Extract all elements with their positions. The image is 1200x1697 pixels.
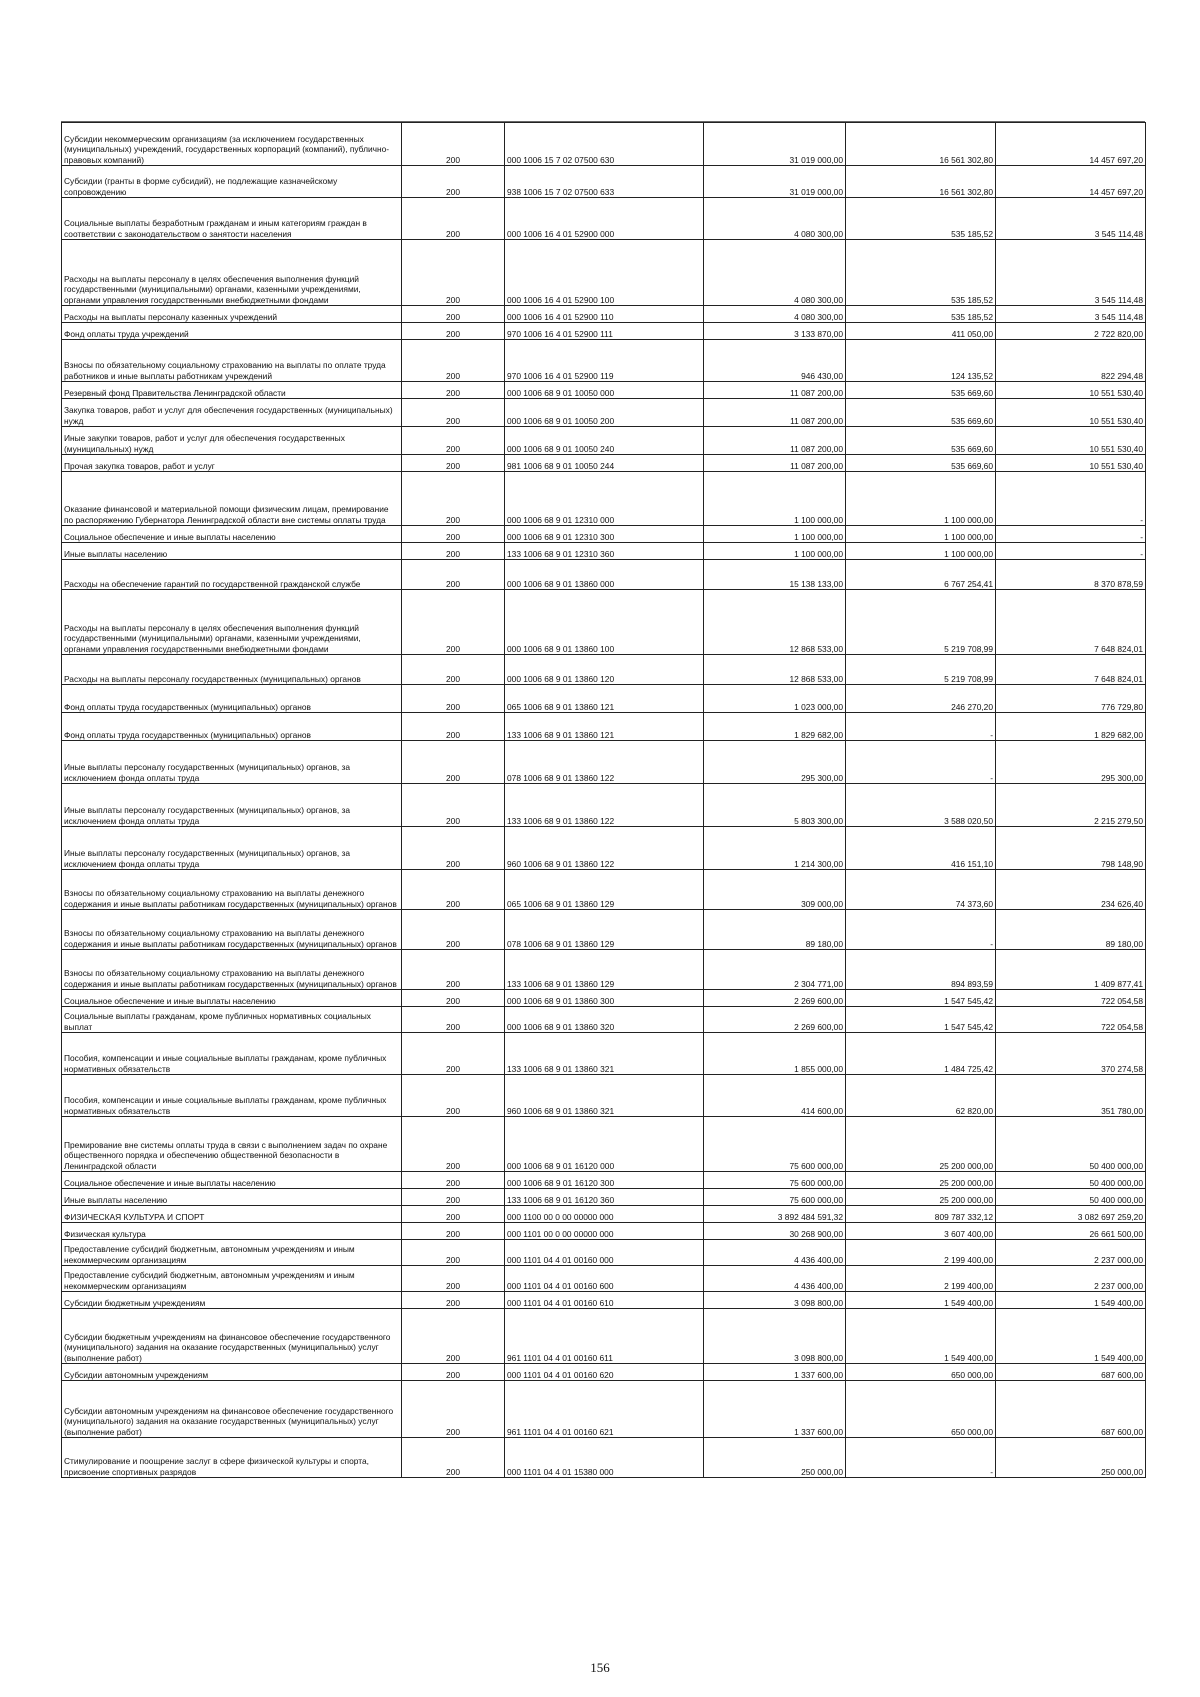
cell-name: Расходы на обеспечение гарантий по государственной гражданской службе bbox=[62, 560, 402, 590]
cell-executed: 535 669,60 bbox=[846, 455, 996, 472]
cell-approved: 2 304 771,00 bbox=[704, 950, 846, 990]
cell-budget-code: 000 1006 68 9 01 12310 000 bbox=[505, 472, 704, 526]
cell-executed: 1 100 000,00 bbox=[846, 543, 996, 560]
cell-budget-code: 000 1006 68 9 01 16120 300 bbox=[505, 1172, 704, 1189]
cell-unexecuted: 14 457 697,20 bbox=[996, 166, 1146, 198]
cell-approved: 89 180,00 bbox=[704, 910, 846, 950]
cell-name: Социальное обеспечение и иные выплаты населению bbox=[62, 1172, 402, 1189]
budget-execution-table bbox=[61, 122, 1146, 1478]
cell-budget-code: 961 1101 04 4 01 00160 611 bbox=[505, 1309, 704, 1364]
cell-budget-code: 938 1006 15 7 02 07500 633 bbox=[505, 166, 704, 198]
cell-executed: 1 547 545,42 bbox=[846, 990, 996, 1007]
cell-executed: 1 549 400,00 bbox=[846, 1309, 996, 1364]
cell-executed: 246 270,20 bbox=[846, 685, 996, 713]
cell-budget-code: 000 1101 04 4 01 00160 600 bbox=[505, 1266, 704, 1292]
cell-budget-code: 065 1006 68 9 01 13860 121 bbox=[505, 685, 704, 713]
cell-line-code: 200 bbox=[402, 827, 505, 870]
cell-unexecuted: 1 409 877,41 bbox=[996, 950, 1146, 990]
cell-line-code: 200 bbox=[402, 1172, 505, 1189]
cell-executed: - bbox=[846, 741, 996, 784]
table-row bbox=[62, 198, 1146, 240]
cell-budget-code: 000 1006 68 9 01 12310 300 bbox=[505, 526, 704, 543]
cell-unexecuted: 3 082 697 259,20 bbox=[996, 1206, 1146, 1223]
cell-budget-code: 000 1006 68 9 01 13860 120 bbox=[505, 655, 704, 685]
cell-line-code: 200 bbox=[402, 382, 505, 399]
cell-executed: 25 200 000,00 bbox=[846, 1117, 996, 1172]
cell-approved: 11 087 200,00 bbox=[704, 399, 846, 427]
cell-line-code: 200 bbox=[402, 910, 505, 950]
table-row bbox=[62, 1075, 1146, 1117]
cell-line-code: 200 bbox=[402, 1223, 505, 1240]
cell-budget-code: 960 1006 68 9 01 13860 122 bbox=[505, 827, 704, 870]
cell-executed: 1 484 725,42 bbox=[846, 1033, 996, 1075]
cell-approved: 1 100 000,00 bbox=[704, 543, 846, 560]
cell-name: Субсидии некоммерческим организациям (за исключением государственных (муниципальных) учреждений, государственных корпораций (компаний), публично-правовых компаний) bbox=[62, 123, 402, 166]
cell-name: Взносы по обязательному социальному страхованию на выплаты денежного содержания и иные выплаты работникам государственных (муниципальных) органов bbox=[62, 950, 402, 990]
cell-line-code: 200 bbox=[402, 340, 505, 382]
cell-unexecuted: 2 237 000,00 bbox=[996, 1240, 1146, 1266]
cell-name: Взносы по обязательному социальному страхованию на выплаты денежного содержания и иные выплаты работникам государственных (муниципальных) органов bbox=[62, 910, 402, 950]
cell-approved: 4 436 400,00 bbox=[704, 1266, 846, 1292]
cell-executed: 2 199 400,00 bbox=[846, 1240, 996, 1266]
table-row bbox=[62, 1240, 1146, 1266]
cell-budget-code: 000 1101 04 4 01 15380 000 bbox=[505, 1438, 704, 1478]
cell-budget-code: 000 1006 15 7 02 07500 630 bbox=[505, 123, 704, 166]
cell-budget-code: 065 1006 68 9 01 13860 129 bbox=[505, 870, 704, 910]
cell-unexecuted: 7 648 824,01 bbox=[996, 590, 1146, 655]
cell-approved: 75 600 000,00 bbox=[704, 1172, 846, 1189]
table-row bbox=[62, 1033, 1146, 1075]
cell-unexecuted: 295 300,00 bbox=[996, 741, 1146, 784]
cell-unexecuted: 2 722 820,00 bbox=[996, 323, 1146, 340]
cell-executed: 2 199 400,00 bbox=[846, 1266, 996, 1292]
cell-name: Расходы на выплаты персоналу в целях обеспечения выполнения функций государственными (муниципальными) органами, казенными учреждениями, органами управления государственными внебюджетными фондами bbox=[62, 590, 402, 655]
cell-name: Субсидии (гранты в форме субсидий), не подлежащие казначейскому сопровождению bbox=[62, 166, 402, 198]
cell-approved: 2 269 600,00 bbox=[704, 1007, 846, 1033]
cell-line-code: 200 bbox=[402, 1438, 505, 1478]
cell-executed: 535 669,60 bbox=[846, 382, 996, 399]
table-row bbox=[62, 655, 1146, 685]
table-row bbox=[62, 560, 1146, 590]
cell-unexecuted: 798 148,90 bbox=[996, 827, 1146, 870]
cell-name: Социальные выплаты гражданам, кроме публичных нормативных социальных выплат bbox=[62, 1007, 402, 1033]
cell-line-code: 200 bbox=[402, 455, 505, 472]
cell-budget-code: 970 1006 16 4 01 52900 111 bbox=[505, 323, 704, 340]
cell-line-code: 200 bbox=[402, 990, 505, 1007]
cell-unexecuted: 1 549 400,00 bbox=[996, 1309, 1146, 1364]
cell-approved: 75 600 000,00 bbox=[704, 1117, 846, 1172]
cell-unexecuted: 50 400 000,00 bbox=[996, 1172, 1146, 1189]
cell-unexecuted: 351 780,00 bbox=[996, 1075, 1146, 1117]
cell-unexecuted: 10 551 530,40 bbox=[996, 399, 1146, 427]
table-row bbox=[62, 1223, 1146, 1240]
cell-approved: 12 868 533,00 bbox=[704, 590, 846, 655]
cell-line-code: 200 bbox=[402, 655, 505, 685]
cell-name: Пособия, компенсации и иные социальные выплаты гражданам, кроме публичных нормативных обязательств bbox=[62, 1033, 402, 1075]
cell-approved: 1 100 000,00 bbox=[704, 526, 846, 543]
table-row bbox=[62, 166, 1146, 198]
cell-budget-code: 000 1006 68 9 01 13860 000 bbox=[505, 560, 704, 590]
cell-line-code: 200 bbox=[402, 323, 505, 340]
cell-unexecuted: 687 600,00 bbox=[996, 1381, 1146, 1438]
cell-unexecuted: 3 545 114,48 bbox=[996, 198, 1146, 240]
cell-budget-code: 133 1006 68 9 01 13860 122 bbox=[505, 784, 704, 827]
cell-executed: 16 561 302,80 bbox=[846, 166, 996, 198]
cell-unexecuted: 722 054,58 bbox=[996, 1007, 1146, 1033]
cell-line-code: 200 bbox=[402, 784, 505, 827]
cell-unexecuted: 776 729,80 bbox=[996, 685, 1146, 713]
cell-name: Взносы по обязательному социальному страхованию на выплаты денежного содержания и иные выплаты работникам государственных (муниципальных) органов bbox=[62, 870, 402, 910]
cell-line-code: 200 bbox=[402, 1189, 505, 1206]
cell-budget-code: 000 1006 16 4 01 52900 000 bbox=[505, 198, 704, 240]
table-row bbox=[62, 1266, 1146, 1292]
cell-executed: 124 135,52 bbox=[846, 340, 996, 382]
cell-approved: 15 138 133,00 bbox=[704, 560, 846, 590]
table-row bbox=[62, 1309, 1146, 1364]
table-row bbox=[62, 306, 1146, 323]
cell-executed: 809 787 332,12 bbox=[846, 1206, 996, 1223]
table-body bbox=[62, 123, 1146, 1478]
cell-approved: 1 100 000,00 bbox=[704, 472, 846, 526]
cell-unexecuted: 822 294,48 bbox=[996, 340, 1146, 382]
cell-approved: 946 430,00 bbox=[704, 340, 846, 382]
cell-unexecuted: 370 274,58 bbox=[996, 1033, 1146, 1075]
cell-budget-code: 000 1101 04 4 01 00160 000 bbox=[505, 1240, 704, 1266]
table-row bbox=[62, 399, 1146, 427]
cell-name: Предоставление субсидий бюджетным, автономным учреждениям и иным некоммерческим организациям bbox=[62, 1266, 402, 1292]
cell-budget-code: 000 1006 68 9 01 10050 240 bbox=[505, 427, 704, 455]
cell-budget-code: 000 1006 68 9 01 16120 000 bbox=[505, 1117, 704, 1172]
cell-unexecuted: 3 545 114,48 bbox=[996, 240, 1146, 306]
table-row bbox=[62, 1292, 1146, 1309]
cell-executed: 16 561 302,80 bbox=[846, 123, 996, 166]
table-row bbox=[62, 713, 1146, 741]
cell-line-code: 200 bbox=[402, 198, 505, 240]
cell-name: Стимулирование и поощрение заслуг в сфере физической культуры и спорта, присвоение спортивных разрядов bbox=[62, 1438, 402, 1478]
cell-budget-code: 133 1006 68 9 01 13860 321 bbox=[505, 1033, 704, 1075]
cell-line-code: 200 bbox=[402, 166, 505, 198]
cell-budget-code: 981 1006 68 9 01 10050 244 bbox=[505, 455, 704, 472]
cell-approved: 5 803 300,00 bbox=[704, 784, 846, 827]
cell-budget-code: 000 1100 00 0 00 00000 000 bbox=[505, 1206, 704, 1223]
cell-approved: 250 000,00 bbox=[704, 1438, 846, 1478]
cell-executed: 3 588 020,50 bbox=[846, 784, 996, 827]
cell-budget-code: 000 1006 68 9 01 10050 000 bbox=[505, 382, 704, 399]
cell-line-code: 200 bbox=[402, 1364, 505, 1381]
cell-unexecuted: 10 551 530,40 bbox=[996, 382, 1146, 399]
cell-line-code: 200 bbox=[402, 472, 505, 526]
cell-executed: 5 219 708,99 bbox=[846, 655, 996, 685]
cell-line-code: 200 bbox=[402, 713, 505, 741]
cell-name: Социальное обеспечение и иные выплаты населению bbox=[62, 526, 402, 543]
cell-approved: 1 023 000,00 bbox=[704, 685, 846, 713]
cell-approved: 30 268 900,00 bbox=[704, 1223, 846, 1240]
table-row bbox=[62, 784, 1146, 827]
cell-approved: 3 133 870,00 bbox=[704, 323, 846, 340]
cell-approved: 1 214 300,00 bbox=[704, 827, 846, 870]
cell-name: Фонд оплаты труда государственных (муниципальных) органов bbox=[62, 685, 402, 713]
cell-unexecuted: 1 829 682,00 bbox=[996, 713, 1146, 741]
cell-approved: 31 019 000,00 bbox=[704, 123, 846, 166]
cell-line-code: 200 bbox=[402, 1075, 505, 1117]
cell-line-code: 200 bbox=[402, 1007, 505, 1033]
cell-approved: 75 600 000,00 bbox=[704, 1189, 846, 1206]
cell-budget-code: 960 1006 68 9 01 13860 321 bbox=[505, 1075, 704, 1117]
cell-unexecuted: 1 549 400,00 bbox=[996, 1292, 1146, 1309]
cell-approved: 4 080 300,00 bbox=[704, 240, 846, 306]
cell-budget-code: 000 1006 68 9 01 13860 320 bbox=[505, 1007, 704, 1033]
cell-line-code: 200 bbox=[402, 427, 505, 455]
cell-unexecuted: 10 551 530,40 bbox=[996, 427, 1146, 455]
table-row bbox=[62, 472, 1146, 526]
cell-approved: 4 080 300,00 bbox=[704, 198, 846, 240]
cell-unexecuted: 3 545 114,48 bbox=[996, 306, 1146, 323]
cell-line-code: 200 bbox=[402, 1381, 505, 1438]
cell-approved: 11 087 200,00 bbox=[704, 427, 846, 455]
cell-approved: 31 019 000,00 bbox=[704, 166, 846, 198]
cell-executed: - bbox=[846, 910, 996, 950]
cell-line-code: 200 bbox=[402, 1292, 505, 1309]
table-row bbox=[62, 1007, 1146, 1033]
cell-budget-code: 133 1006 68 9 01 13860 129 bbox=[505, 950, 704, 990]
cell-name: Пособия, компенсации и иные социальные выплаты гражданам, кроме публичных нормативных обязательств bbox=[62, 1075, 402, 1117]
cell-unexecuted: 14 457 697,20 bbox=[996, 123, 1146, 166]
table-row bbox=[62, 910, 1146, 950]
cell-executed: 6 767 254,41 bbox=[846, 560, 996, 590]
cell-unexecuted: 89 180,00 bbox=[996, 910, 1146, 950]
cell-unexecuted: 234 626,40 bbox=[996, 870, 1146, 910]
cell-budget-code: 000 1101 04 4 01 00160 610 bbox=[505, 1292, 704, 1309]
cell-name: Иные выплаты персоналу государственных (муниципальных) органов, за исключением фонда оплаты труда bbox=[62, 784, 402, 827]
table-row bbox=[62, 870, 1146, 910]
cell-approved: 295 300,00 bbox=[704, 741, 846, 784]
table-row bbox=[62, 685, 1146, 713]
cell-name: Резервный фонд Правительства Ленинградской области bbox=[62, 382, 402, 399]
table-row bbox=[62, 427, 1146, 455]
cell-name: Субсидии автономным учреждениям bbox=[62, 1364, 402, 1381]
cell-executed: 535 185,52 bbox=[846, 240, 996, 306]
table-row bbox=[62, 741, 1146, 784]
cell-approved: 11 087 200,00 bbox=[704, 382, 846, 399]
table-row bbox=[62, 1172, 1146, 1189]
table-row bbox=[62, 1117, 1146, 1172]
cell-name: Социальные выплаты безработным гражданам и иным категориям граждан в соответствии с законодательством о занятости населения bbox=[62, 198, 402, 240]
cell-line-code: 200 bbox=[402, 1117, 505, 1172]
table-row bbox=[62, 340, 1146, 382]
cell-unexecuted: 8 370 878,59 bbox=[996, 560, 1146, 590]
cell-name: Социальное обеспечение и иные выплаты населению bbox=[62, 990, 402, 1007]
cell-budget-code: 000 1006 68 9 01 13860 300 bbox=[505, 990, 704, 1007]
cell-approved: 3 892 484 591,32 bbox=[704, 1206, 846, 1223]
cell-executed: 62 820,00 bbox=[846, 1075, 996, 1117]
table-row bbox=[62, 1364, 1146, 1381]
cell-executed: 25 200 000,00 bbox=[846, 1189, 996, 1206]
table-row bbox=[62, 123, 1146, 166]
cell-line-code: 200 bbox=[402, 590, 505, 655]
cell-line-code: 200 bbox=[402, 240, 505, 306]
cell-unexecuted: 7 648 824,01 bbox=[996, 655, 1146, 685]
cell-name: Расходы на выплаты персоналу в целях обеспечения выполнения функций государственными (муниципальными) органами, казенными учреждениями, органами управления государственными внебюджетными фондами bbox=[62, 240, 402, 306]
cell-name: Иные выплаты населению bbox=[62, 543, 402, 560]
cell-executed: 535 185,52 bbox=[846, 306, 996, 323]
cell-executed: 1 549 400,00 bbox=[846, 1292, 996, 1309]
cell-unexecuted: 687 600,00 bbox=[996, 1364, 1146, 1381]
cell-approved: 4 080 300,00 bbox=[704, 306, 846, 323]
cell-approved: 1 337 600,00 bbox=[704, 1364, 846, 1381]
table-row bbox=[62, 1206, 1146, 1223]
table-row bbox=[62, 1381, 1146, 1438]
cell-executed: 535 669,60 bbox=[846, 399, 996, 427]
cell-approved: 414 600,00 bbox=[704, 1075, 846, 1117]
cell-unexecuted: 26 661 500,00 bbox=[996, 1223, 1146, 1240]
cell-executed: 5 219 708,99 bbox=[846, 590, 996, 655]
table-row bbox=[62, 526, 1146, 543]
cell-line-code: 200 bbox=[402, 741, 505, 784]
cell-name: Оказание финансовой и материальной помощи физическим лицам, премирование по распоряжению Губернатора Ленинградской области вне системы оплаты труда bbox=[62, 472, 402, 526]
cell-approved: 3 098 800,00 bbox=[704, 1309, 846, 1364]
cell-budget-code: 000 1101 04 4 01 00160 620 bbox=[505, 1364, 704, 1381]
cell-line-code: 200 bbox=[402, 526, 505, 543]
cell-approved: 1 337 600,00 bbox=[704, 1381, 846, 1438]
cell-line-code: 200 bbox=[402, 543, 505, 560]
cell-budget-code: 000 1101 00 0 00 00000 000 bbox=[505, 1223, 704, 1240]
cell-executed: 1 547 545,42 bbox=[846, 1007, 996, 1033]
cell-budget-code: 133 1006 68 9 01 16120 360 bbox=[505, 1189, 704, 1206]
cell-name: Предоставление субсидий бюджетным, автономным учреждениям и иным некоммерческим организациям bbox=[62, 1240, 402, 1266]
cell-line-code: 200 bbox=[402, 870, 505, 910]
cell-approved: 11 087 200,00 bbox=[704, 455, 846, 472]
cell-budget-code: 000 1006 68 9 01 13860 100 bbox=[505, 590, 704, 655]
cell-approved: 1 855 000,00 bbox=[704, 1033, 846, 1075]
cell-executed: 416 151,10 bbox=[846, 827, 996, 870]
cell-line-code: 200 bbox=[402, 123, 505, 166]
cell-unexecuted: - bbox=[996, 526, 1146, 543]
cell-approved: 4 436 400,00 bbox=[704, 1240, 846, 1266]
cell-executed: - bbox=[846, 713, 996, 741]
cell-unexecuted: 250 000,00 bbox=[996, 1438, 1146, 1478]
cell-executed: 1 100 000,00 bbox=[846, 472, 996, 526]
table-row bbox=[62, 590, 1146, 655]
cell-executed: 1 100 000,00 bbox=[846, 526, 996, 543]
cell-line-code: 200 bbox=[402, 1240, 505, 1266]
cell-name: Взносы по обязательному социальному страхованию на выплаты по оплате труда работников и иные выплаты работникам учреждений bbox=[62, 340, 402, 382]
table-row bbox=[62, 990, 1146, 1007]
cell-name: Физическая культура bbox=[62, 1223, 402, 1240]
cell-name: Субсидии бюджетным учреждениям на финансовое обеспечение государственного (муниципального) задания на оказание государственных (муниципальных) услуг (выполнение работ) bbox=[62, 1309, 402, 1364]
table-row bbox=[62, 1189, 1146, 1206]
cell-executed: 535 185,52 bbox=[846, 198, 996, 240]
cell-budget-code: 133 1006 68 9 01 13860 121 bbox=[505, 713, 704, 741]
table-row bbox=[62, 455, 1146, 472]
cell-name: Премирование вне системы оплаты труда в связи с выполнением задач по охране общественного порядка и обеспечению общественной безопасности в Ленинградской области bbox=[62, 1117, 402, 1172]
table-row bbox=[62, 382, 1146, 399]
cell-unexecuted: 2 215 279,50 bbox=[996, 784, 1146, 827]
cell-unexecuted: 2 237 000,00 bbox=[996, 1266, 1146, 1292]
cell-executed: - bbox=[846, 1438, 996, 1478]
cell-approved: 1 829 682,00 bbox=[704, 713, 846, 741]
table-row bbox=[62, 323, 1146, 340]
cell-line-code: 200 bbox=[402, 1033, 505, 1075]
cell-budget-code: 000 1006 68 9 01 10050 200 bbox=[505, 399, 704, 427]
cell-name: Фонд оплаты труда учреждений bbox=[62, 323, 402, 340]
cell-executed: 650 000,00 bbox=[846, 1364, 996, 1381]
cell-unexecuted: 10 551 530,40 bbox=[996, 455, 1146, 472]
cell-line-code: 200 bbox=[402, 950, 505, 990]
cell-unexecuted: 50 400 000,00 bbox=[996, 1189, 1146, 1206]
cell-name: Иные выплаты населению bbox=[62, 1189, 402, 1206]
cell-name: Закупка товаров, работ и услуг для обеспечения государственных (муниципальных) нужд bbox=[62, 399, 402, 427]
cell-executed: 25 200 000,00 bbox=[846, 1172, 996, 1189]
cell-budget-code: 000 1006 16 4 01 52900 100 bbox=[505, 240, 704, 306]
cell-approved: 309 000,00 bbox=[704, 870, 846, 910]
cell-executed: 650 000,00 bbox=[846, 1381, 996, 1438]
cell-unexecuted: 50 400 000,00 bbox=[996, 1117, 1146, 1172]
cell-name: ФИЗИЧЕСКАЯ КУЛЬТУРА И СПОРТ bbox=[62, 1206, 402, 1223]
cell-approved: 12 868 533,00 bbox=[704, 655, 846, 685]
cell-executed: 411 050,00 bbox=[846, 323, 996, 340]
cell-line-code: 200 bbox=[402, 399, 505, 427]
cell-name: Расходы на выплаты персоналу государственных (муниципальных) органов bbox=[62, 655, 402, 685]
cell-budget-code: 961 1101 04 4 01 00160 621 bbox=[505, 1381, 704, 1438]
cell-unexecuted: - bbox=[996, 543, 1146, 560]
cell-name: Субсидии автономным учреждениям на финансовое обеспечение государственного (муниципального) задания на оказание государственных (муниципальных) услуг (выполнение работ) bbox=[62, 1381, 402, 1438]
cell-name: Иные выплаты персоналу государственных (муниципальных) органов, за исключением фонда оплаты труда bbox=[62, 741, 402, 784]
cell-name: Иные закупки товаров, работ и услуг для обеспечения государственных (муниципальных) нужд bbox=[62, 427, 402, 455]
cell-unexecuted: - bbox=[996, 472, 1146, 526]
cell-executed: 74 373,60 bbox=[846, 870, 996, 910]
cell-approved: 3 098 800,00 bbox=[704, 1292, 846, 1309]
cell-name: Прочая закупка товаров, работ и услуг bbox=[62, 455, 402, 472]
cell-name: Расходы на выплаты персоналу казенных учреждений bbox=[62, 306, 402, 323]
cell-executed: 894 893,59 bbox=[846, 950, 996, 990]
cell-name: Субсидии бюджетным учреждениям bbox=[62, 1292, 402, 1309]
cell-budget-code: 133 1006 68 9 01 12310 360 bbox=[505, 543, 704, 560]
cell-budget-code: 078 1006 68 9 01 13860 129 bbox=[505, 910, 704, 950]
cell-line-code: 200 bbox=[402, 1266, 505, 1292]
table-row bbox=[62, 950, 1146, 990]
cell-budget-code: 000 1006 16 4 01 52900 110 bbox=[505, 306, 704, 323]
table-row bbox=[62, 543, 1146, 560]
cell-name: Фонд оплаты труда государственных (муниципальных) органов bbox=[62, 713, 402, 741]
cell-line-code: 200 bbox=[402, 1309, 505, 1364]
cell-budget-code: 970 1006 16 4 01 52900 119 bbox=[505, 340, 704, 382]
cell-line-code: 200 bbox=[402, 685, 505, 713]
table-row bbox=[62, 827, 1146, 870]
table-row bbox=[62, 1438, 1146, 1478]
cell-executed: 535 669,60 bbox=[846, 427, 996, 455]
cell-unexecuted: 722 054,58 bbox=[996, 990, 1146, 1007]
page-number: 156 bbox=[590, 1660, 610, 1675]
cell-executed: 3 607 400,00 bbox=[846, 1223, 996, 1240]
cell-approved: 2 269 600,00 bbox=[704, 990, 846, 1007]
cell-budget-code: 078 1006 68 9 01 13860 122 bbox=[505, 741, 704, 784]
cell-line-code: 200 bbox=[402, 306, 505, 323]
table-row bbox=[62, 240, 1146, 306]
cell-line-code: 200 bbox=[402, 1206, 505, 1223]
cell-name: Иные выплаты персоналу государственных (муниципальных) органов, за исключением фонда оплаты труда bbox=[62, 827, 402, 870]
cell-line-code: 200 bbox=[402, 560, 505, 590]
